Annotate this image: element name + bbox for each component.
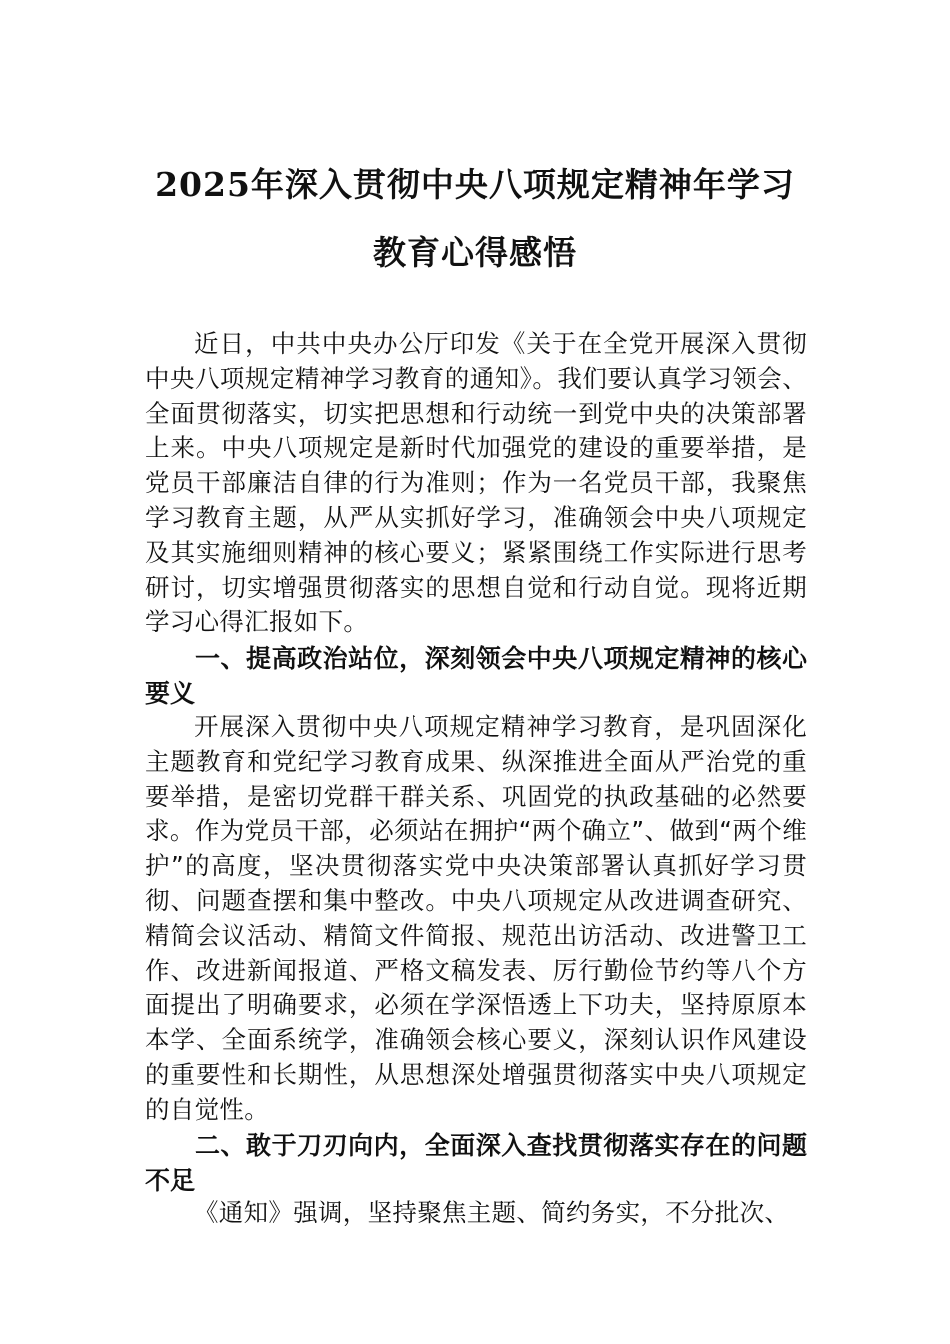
document-title-line-2: 教育心得感悟 bbox=[373, 233, 577, 272]
document-title-line-1: 2025年深入贯彻中央八项规定精神年学习 bbox=[155, 165, 795, 204]
section-1-paragraph: 开展深入贯彻中央八项规定精神学习教育，是巩固深化主题教育和党纪学习教育成果、纵深推进全面从严治党的重要举措，是密切党群干群关系、巩固党的执政基础的必然要求。作为党员干部，必须站在拥护“两个确立”、做到“两个维护”的高度，坚决贯彻落实党中央决策部署认真抓好学习贯彻、问题查摆和集中整改。中央八项规定从改进调查研究、精简会议活动、精简文件简报、规范出访活动、改进警卫工作、改进新闻报道、严格文稿发表、厉行勤俭节约等八个方面提出了明确要求，必须在学深悟透上下功夫，坚持原原本本学、全面系统学，准确领会核心要义，深刻认识作风建设的重要性和长期性，从思想深处增强贯彻落实中央八项规定的自觉性。 bbox=[145, 712, 807, 1124]
section-heading-1: 一、提高政治站位，深刻领会中央八项规定精神的核心要义 bbox=[145, 644, 807, 708]
section-heading-2: 二、敢于刀刃向内，全面深入查找贯彻落实存在的问题不足 bbox=[145, 1131, 807, 1195]
intro-paragraph: 近日，中共中央办公厅印发《关于在全党开展深入贯彻中央八项规定精神学习教育的通知》。我们要认真学习领会、全面贯彻落实，切实把思想和行动统一到党中央的决策部署上来。中央八项规定是新时代加强党的建设的重要举措，是党员干部廉洁自律的行为准则；作为一名党员干部，我聚焦学习教育主题，从严从实抓好学习，准确领会中央八项规定及其实施细则精神的核心要义；紧紧围绕工作实际进行思考研讨，切实增强贯彻落实的思想自觉和行动自觉。现将近期学习心得汇报如下。 bbox=[145, 329, 807, 637]
section-2-paragraph: 《通知》强调，坚持聚焦主题、简约务实，不分批次、 bbox=[194, 1198, 790, 1227]
